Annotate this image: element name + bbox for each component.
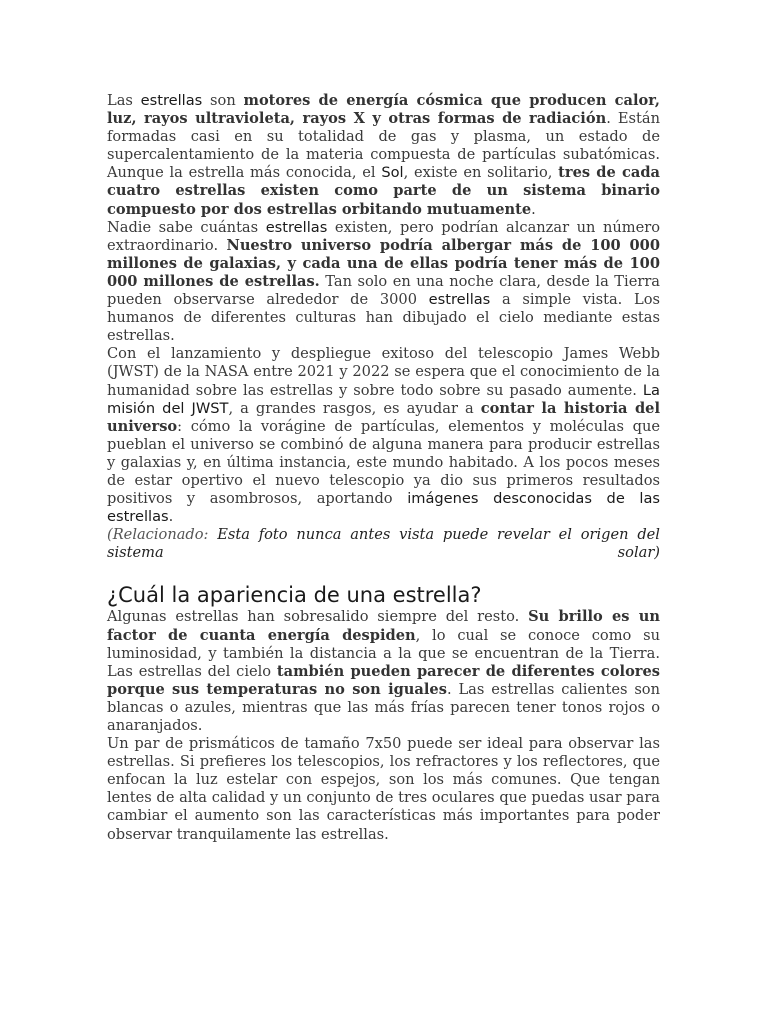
text-run: , lo cual se conoce como su luminosidad, y también la distancia a la que se encuentran de la Tierra. Las estrellas del cielo	[107, 626, 661, 680]
link-imagenes[interactable]: imágenes desconocidas de las estrellas	[107, 490, 660, 526]
link-estrellas[interactable]: estrellas	[140, 92, 203, 109]
article-body	[107, 92, 660, 844]
text-run: . Están formadas casi en su totalidad de gas y plasma, un estado de supercalentamiento de la materia compuesta de partículas subatómicas. Aunque la estrella más conocida, el	[107, 110, 660, 182]
related-link[interactable]	[107, 526, 660, 562]
link-mision-jwst[interactable]: La misión del JWST	[107, 381, 660, 417]
text-run: Las	[107, 92, 141, 109]
text-run: a simple vista. Los humanos de diferentes culturas han dibujado el cielo mediante estas estrellas.	[107, 291, 660, 345]
link-sol[interactable]: Sol	[381, 164, 404, 182]
bold-text: contar la historia del universo	[107, 399, 660, 435]
link-estrellas[interactable]: estrellas	[265, 218, 328, 236]
related-lead: (Relacionado:	[107, 526, 218, 544]
text-run: .	[168, 508, 174, 526]
paragraph-brightness	[107, 608, 660, 735]
bold-text: Su brillo es un factor de cuanta energía despiden	[107, 608, 661, 644]
bold-text: tres de cada cuatro estrellas existen como parte de un sistema binario compuesto por dos estrellas orbitando mutuamente	[107, 164, 660, 218]
text-run: Con el lanzamiento y despliegue exitoso del telescopio James Webb (JWST) de la NASA entre 2021 y 2022 se espera que el conocimiento de la humanidad sobre las estrellas y sobre todo sobre su pasado aumente.	[107, 345, 660, 399]
paragraph-count	[107, 219, 660, 346]
bold-text: motores de energía cósmica que producen calor, luz, rayos ultravioleta, rayos X y otras formas de radiación	[107, 92, 660, 128]
text-run: existen, pero podrían alcanzar un número extraordinario.	[107, 218, 660, 254]
text-run: Tan solo en una noche clara, desde la Tierra pueden observarse alrededor de 3000	[107, 272, 660, 309]
link-estrellas[interactable]: estrellas	[428, 291, 491, 309]
text-run: .	[531, 200, 536, 218]
text-run: , existe en solitario,	[403, 164, 559, 182]
text-run: , a grandes rasgos, es ayudar a	[228, 399, 481, 417]
text-run: : cómo la vorágine de partículas, elementos y moléculas que pueblan el universo se combinó de alguna manera para producir estrellas y galaxias y, en última instancia, este mundo habitado. A los pocos meses de estar opertivo el nuevo telescopio ya dio sus primeros resultados positivos y asombrosos, aportando	[107, 417, 660, 508]
text-run: son	[202, 92, 244, 109]
text-run: . Las estrellas calientes son blancas o azules, mientras que las más frías parecen tener tonos rojos o anaranjados.	[107, 680, 660, 734]
bold-text: también pueden parecer de diferentes colores porque sus temperaturas no son iguales	[107, 662, 660, 698]
bold-text: Nuestro universo podría albergar más de 100 000 millones de galaxias, y cada una de ellas podría tener más de 100 000 millones de estrellas.	[107, 236, 660, 290]
text-run: Nadie sabe cuántas	[107, 218, 266, 236]
paragraph-intro	[107, 92, 660, 219]
related-title[interactable]: Esta foto nunca antes vista puede revelar el origen del sistema solar)	[107, 526, 660, 562]
text-run: Un par de prismáticos de tamaño 7x50 puede ser ideal para observar las estrellas. Si prefieres los telescopios, los refractores y los reflectores, que enfocan la luz estelar con espejos, son los más comunes. Que tengan lentes de alta calidad y un conjunto de tres oculares que puedas usar para cambiar el aumento son las características más importantes para poder observar tranquilamente las estrellas.	[107, 735, 660, 843]
paragraph-observing	[107, 735, 660, 844]
text-run: Algunas estrellas han sobresalido siempre del resto.	[107, 608, 529, 626]
section-heading: ¿Cuál la apariencia de una estrella?	[107, 583, 482, 608]
paragraph-jwst	[107, 345, 660, 526]
